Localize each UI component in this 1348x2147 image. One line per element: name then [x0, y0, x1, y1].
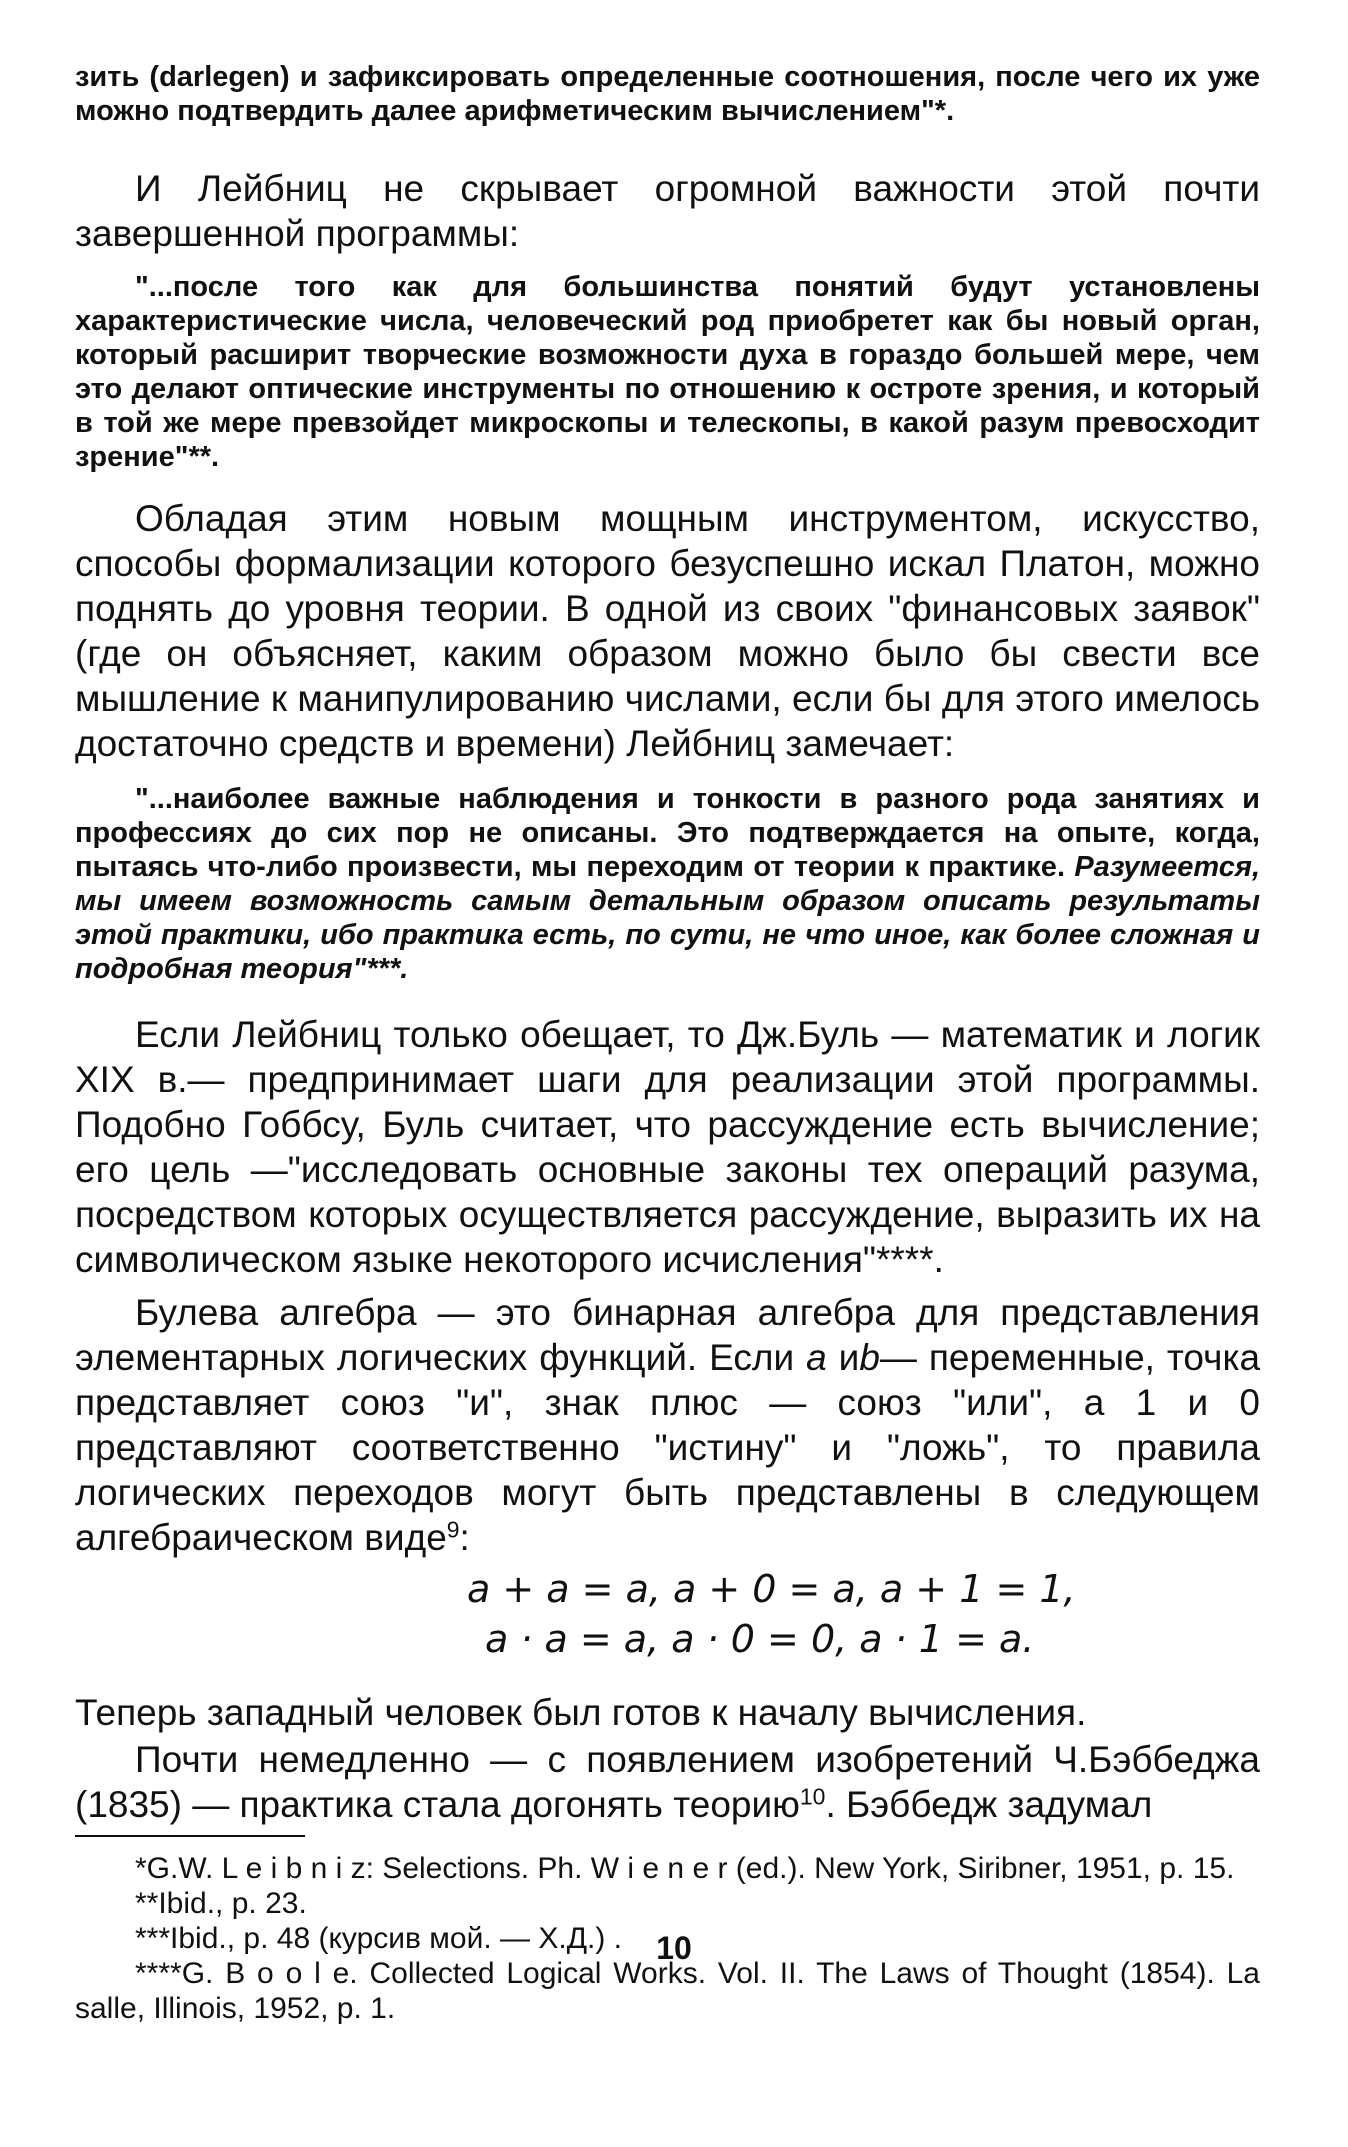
- quote-practice-regular: "...наиболее важные наблюдения и тонкости в разного рода занятиях и профессиях до сих пор не описаны. Это подтверждается на опыте, когда, пытаясь что-либо произвести, мы переходим от теории к практике.: [75, 783, 1260, 883]
- conjunction-and: и: [838, 1337, 860, 1378]
- paragraph-leibniz-intro: И Лейбниц не скрывает огромной важности этой почти завершенной программы:: [75, 168, 1260, 254]
- footnote-4: ****G. B o o l e. Collected Logical Works. Vol. II. The Laws of Thought (1854). La salle, Illinois, 1952, p. 1.: [75, 1957, 1260, 2025]
- quote-leibniz-practice: [75, 782, 1260, 986]
- footnote-ref-9: 9: [446, 1516, 460, 1543]
- babbage-text-end: . Бэббедж задумал: [825, 1784, 1153, 1825]
- paragraph-western-man: Теперь западный человек был готов к началу вычисления.: [75, 1692, 1087, 1733]
- page-body: [75, 60, 1260, 2026]
- paragraph-boole: Если Лейбниц только обещает, то Дж.Буль — математик и логик XIX в.— предпринимает шаги для реализации этой программы. Подобно Гоббсу, Буль считает, что рассуждение есть вычисление; его цель —"исследовать основные законы тех операций разума, посредством которых осуществляется рассуждение, выразить их на символическом языке некоторого исчисления"****.: [75, 1014, 1260, 1280]
- footnote-3: ***Ibid., p. 48 (курсив мой. — Х.Д.) .: [135, 1922, 623, 1955]
- quote-practice-italic: Разумеется, мы имеем возможность самым детальным образом описать результаты этой практики, ибо практика есть, по сути, не что иное, как более сложная и подробная теория"***.: [75, 851, 1260, 985]
- formula-multiplication: a · a = a, a · 0 = 0, a · 1 = a.: [485, 1617, 1035, 1661]
- top-fragment: зить (darlegen) и зафиксировать определенные соотношения, после чего их уже можно подтвердить далее арифметическим вычислением"*.: [75, 61, 1260, 127]
- formula-block: [75, 1564, 1260, 1670]
- footnote-2: **Ibid., p. 23.: [135, 1887, 307, 1920]
- variable-b: b: [859, 1337, 880, 1378]
- formula-addition: a + a = a, a + 0 = a, a + 1 = 1,: [467, 1567, 1076, 1611]
- footnote-divider: [75, 1835, 305, 1837]
- boolean-text-end: :: [459, 1517, 470, 1558]
- babbage-text-start: Почти немедленно — с появлением изобретений Ч.Бэббеджа (1835) — практика стала догонять теорию: [75, 1739, 1260, 1825]
- boolean-text-rest: — переменные, точка представляет союз "и", знак плюс — союз "или", а 1 и 0 представляют соответственно "истину" и "ложь", то правила логических переходов могут быть представлены в следующем алгебраическом виде: [75, 1337, 1261, 1558]
- paragraph-instrument: Обладая этим новым мощным инструментом, искусство, способы формализации которого безуспешно искал Платон, можно поднять до уровня теории. В одной из своих "финансовых заявок" (где он объясняет, каким образом можно было бы свести все мышление к манипулированию числами, если бы для этого имелось достаточно средств и времени) Лейбниц замечает:: [75, 498, 1260, 764]
- footnote-ref-10: 10: [799, 1783, 826, 1810]
- paragraph-babbage: [75, 1737, 1260, 1827]
- paragraph-boolean-algebra: [75, 1290, 1260, 1560]
- quote-leibniz-organ: "...после того как для большинства понятий будут установлены характеристические числа, человеческий род приобретет как бы новый орган, который расширит творческие возможности духа в гораздо большей мере, чем это делают оптические инструменты по отношению к остроте зрения, и который в той же мере превзойдет микроскопы и телескопы, в какой разум превосходит зрение"**.: [75, 271, 1260, 473]
- page-number: 10: [656, 1930, 692, 1966]
- boolean-text-start: Булева алгебра — это бинарная алгебра для представления элементарных логических функций. Если: [75, 1292, 1260, 1378]
- footnote-1: *G.W. L e i b n i z: Selections. Ph. W i e n e r (ed.). New York, Siribner, 1951, p. 15.: [135, 1852, 1235, 1885]
- variable-a: a: [806, 1337, 827, 1378]
